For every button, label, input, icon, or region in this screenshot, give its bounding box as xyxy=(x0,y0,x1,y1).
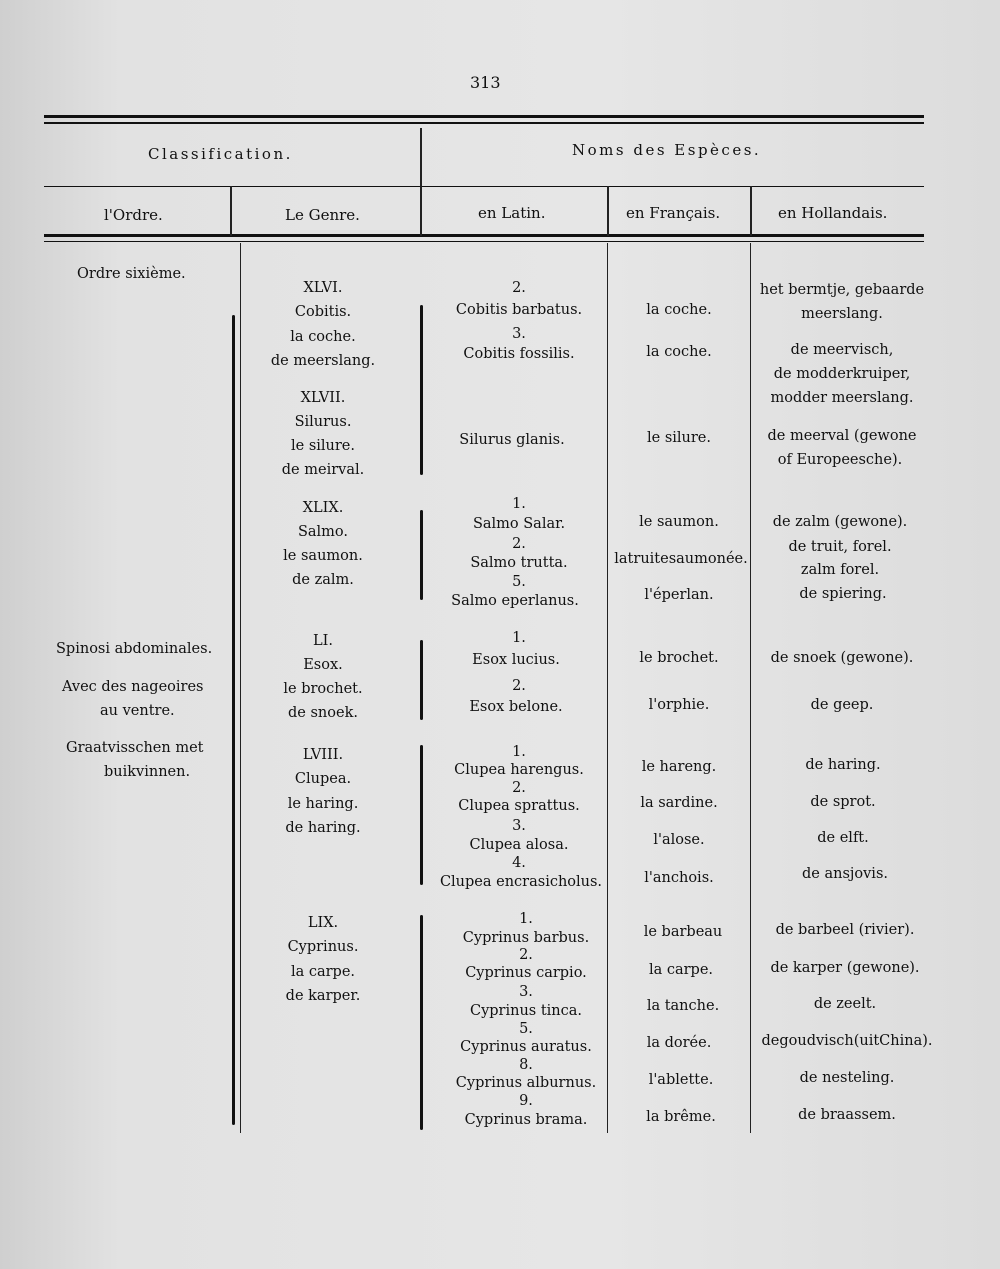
genus-name: Cyprinus. xyxy=(287,939,359,955)
column-line xyxy=(420,128,422,236)
species-french: l'alose. xyxy=(653,832,705,848)
species-latin: Cobitis fossilis. xyxy=(463,346,575,362)
species-latin: Clupea harengus. xyxy=(454,762,584,778)
species-dutch: de meerval (gewone xyxy=(767,428,917,444)
species-dutch: de ansjovis. xyxy=(801,866,889,882)
species-latin: Cyprinus alburnus. xyxy=(455,1075,597,1091)
genus-dutch: de meirval. xyxy=(281,462,365,478)
genus-numeral: XLIX. xyxy=(302,500,344,516)
genus-french: le silure. xyxy=(290,438,356,454)
species-dutch: de truit, forel. xyxy=(788,539,892,555)
header-noms-des-especes: Noms des Espèces. xyxy=(572,141,762,159)
species-latin: Salmo Salar. xyxy=(472,516,566,532)
column-line xyxy=(750,243,751,1133)
species-dutch: de spiering. xyxy=(799,586,887,602)
species-dutch: de zeelt. xyxy=(813,996,877,1012)
genus-numeral: XLVI. xyxy=(303,280,343,296)
species-latin: Clupea encrasicholus. xyxy=(439,874,603,890)
brace-bracket xyxy=(232,315,235,1125)
column-line xyxy=(230,186,232,236)
species-latin: Clupea alosa. xyxy=(469,837,569,853)
header-genre: Le Genre. xyxy=(285,206,360,224)
genus-name: Clupea. xyxy=(294,771,352,787)
species-french: la coche. xyxy=(646,302,712,318)
species-latin: Esox belone. xyxy=(469,699,563,715)
column-line xyxy=(607,186,609,236)
genus-dutch: de karper. xyxy=(285,988,361,1004)
header-classification: Classification. xyxy=(148,145,293,163)
brace-bracket xyxy=(420,305,423,475)
header-divider xyxy=(44,186,924,187)
species-dutch: de karper (gewone). xyxy=(770,960,920,976)
column-line xyxy=(750,186,752,236)
species-dutch: de snoek (gewone). xyxy=(770,650,914,666)
header-latin: en Latin. xyxy=(478,204,546,222)
species-latin: Cyprinus tinca. xyxy=(469,1003,583,1019)
species-french: la carpe. xyxy=(648,962,714,978)
column-line xyxy=(607,243,608,1133)
genus-dutch: de haring. xyxy=(285,820,361,836)
species-french: le barbeau xyxy=(643,924,723,940)
species-number: 3. xyxy=(512,818,526,834)
ordre-avec-2: au ventre. xyxy=(100,703,175,719)
species-number: 2. xyxy=(512,536,526,552)
species-french: l'orphie. xyxy=(648,697,710,713)
top-rule-thin xyxy=(44,122,924,124)
ordre-graat-2: buikvinnen. xyxy=(104,764,191,780)
genus-french: la coche. xyxy=(290,329,356,345)
ordre-sixieme: Ordre sixième. xyxy=(77,266,186,282)
header-hollandais: en Hollandais. xyxy=(778,204,888,222)
genus-name: Salmo. xyxy=(297,524,349,540)
species-dutch: de braassem. xyxy=(798,1107,896,1123)
species-french: l'éperlan. xyxy=(644,587,714,603)
species-dutch: modder meerslang. xyxy=(770,390,914,406)
header-bottom-rule xyxy=(44,234,924,237)
species-dutch: de barbeel (rivier). xyxy=(775,922,915,938)
species-latin: Cyprinus carpio. xyxy=(465,965,587,981)
genus-dutch: de zalm. xyxy=(292,572,354,588)
genus-name: Silurus. xyxy=(294,414,352,430)
genus-french: le haring. xyxy=(287,796,359,812)
species-french: la dorée. xyxy=(646,1035,712,1051)
species-french: le brochet. xyxy=(639,650,719,666)
ordre-graat-1: Graatvisschen met xyxy=(66,740,204,756)
species-latin: Clupea sprattus. xyxy=(458,798,580,814)
species-latin: Esox lucius. xyxy=(472,652,560,668)
species-french: la brême. xyxy=(646,1109,716,1125)
species-dutch: de zalm (gewone). xyxy=(772,514,908,530)
header-francais: en Français. xyxy=(626,204,721,222)
brace-bracket xyxy=(420,915,423,1130)
species-french: la sardine. xyxy=(640,795,718,811)
genus-numeral: LI. xyxy=(313,633,333,649)
genus-dutch: de snoek. xyxy=(288,705,358,721)
species-dutch: de geep. xyxy=(810,697,874,713)
brace-bracket xyxy=(420,745,423,885)
species-dutch: de elft. xyxy=(817,830,869,846)
species-number: 2. xyxy=(512,678,526,694)
header-bottom-rule-thin xyxy=(44,241,924,242)
species-french: l'anchois. xyxy=(644,870,714,886)
species-latin: Salmo trutta. xyxy=(470,555,568,571)
genus-dutch: de meerslang. xyxy=(270,353,376,369)
species-latin: Silurus glanis. xyxy=(459,432,565,448)
header-ordre: l'Ordre. xyxy=(104,206,163,224)
species-latin: Cyprinus auratus. xyxy=(460,1039,592,1055)
species-number: 1. xyxy=(512,630,526,646)
species-dutch: degoudvisch(uitChina). xyxy=(761,1033,933,1049)
species-french: le saumon. xyxy=(639,514,719,530)
species-french: la tanche. xyxy=(646,998,720,1014)
species-number: 8. xyxy=(519,1057,533,1073)
species-number: 5. xyxy=(512,574,526,590)
species-number: 2. xyxy=(512,280,526,296)
species-latin: Salmo eperlanus. xyxy=(451,593,579,609)
species-latin: Cobitis barbatus. xyxy=(455,302,583,318)
top-rule xyxy=(44,115,924,118)
ordre-avec-1: Avec des nageoires xyxy=(62,679,204,695)
genus-name: Cobitis. xyxy=(294,304,352,320)
species-dutch: de nesteling. xyxy=(799,1070,895,1086)
species-latin: Cyprinus brama. xyxy=(464,1112,588,1128)
species-number: 2. xyxy=(512,780,526,796)
species-number: 3. xyxy=(519,984,533,1000)
species-dutch: het bermtje, gebaarde xyxy=(759,282,925,298)
page-number: 313 xyxy=(470,73,501,92)
species-dutch: meerslang. xyxy=(801,306,883,322)
species-french: la coche. xyxy=(646,344,712,360)
genus-french: le brochet. xyxy=(283,681,363,697)
genus-name: Esox. xyxy=(303,657,343,673)
species-number: 1. xyxy=(519,911,533,927)
species-french: l'ablette. xyxy=(648,1072,714,1088)
genus-numeral: LVIII. xyxy=(302,747,344,763)
species-number: 2. xyxy=(519,947,533,963)
genus-french: la carpe. xyxy=(290,964,356,980)
species-dutch: de haring. xyxy=(805,757,881,773)
species-french: le silure. xyxy=(646,430,712,446)
species-dutch: de sprot. xyxy=(810,794,876,810)
species-number: 4. xyxy=(512,855,526,871)
ordre-spinosi: Spinosi abdominales. xyxy=(56,641,213,657)
species-number: 9. xyxy=(519,1093,533,1109)
brace-bracket xyxy=(420,510,423,600)
species-french: latruitesaumonée. xyxy=(614,551,748,567)
species-number: 5. xyxy=(519,1021,533,1037)
species-number: 3. xyxy=(512,326,526,342)
species-dutch: of Europeesche). xyxy=(777,452,903,468)
species-number: 1. xyxy=(512,744,526,760)
species-dutch: de modderkruiper, xyxy=(773,366,911,382)
species-number: 1. xyxy=(512,496,526,512)
species-latin: Cyprinus barbus. xyxy=(462,930,590,946)
species-french: le hareng. xyxy=(641,759,717,775)
brace-bracket xyxy=(420,640,423,720)
genus-numeral: LIX. xyxy=(307,915,339,931)
species-dutch: zalm forel. xyxy=(800,562,880,578)
species-dutch: de meervisch, xyxy=(790,342,894,358)
genus-french: le saumon. xyxy=(283,548,363,564)
column-line xyxy=(240,243,241,1133)
genus-numeral: XLVII. xyxy=(300,390,346,406)
